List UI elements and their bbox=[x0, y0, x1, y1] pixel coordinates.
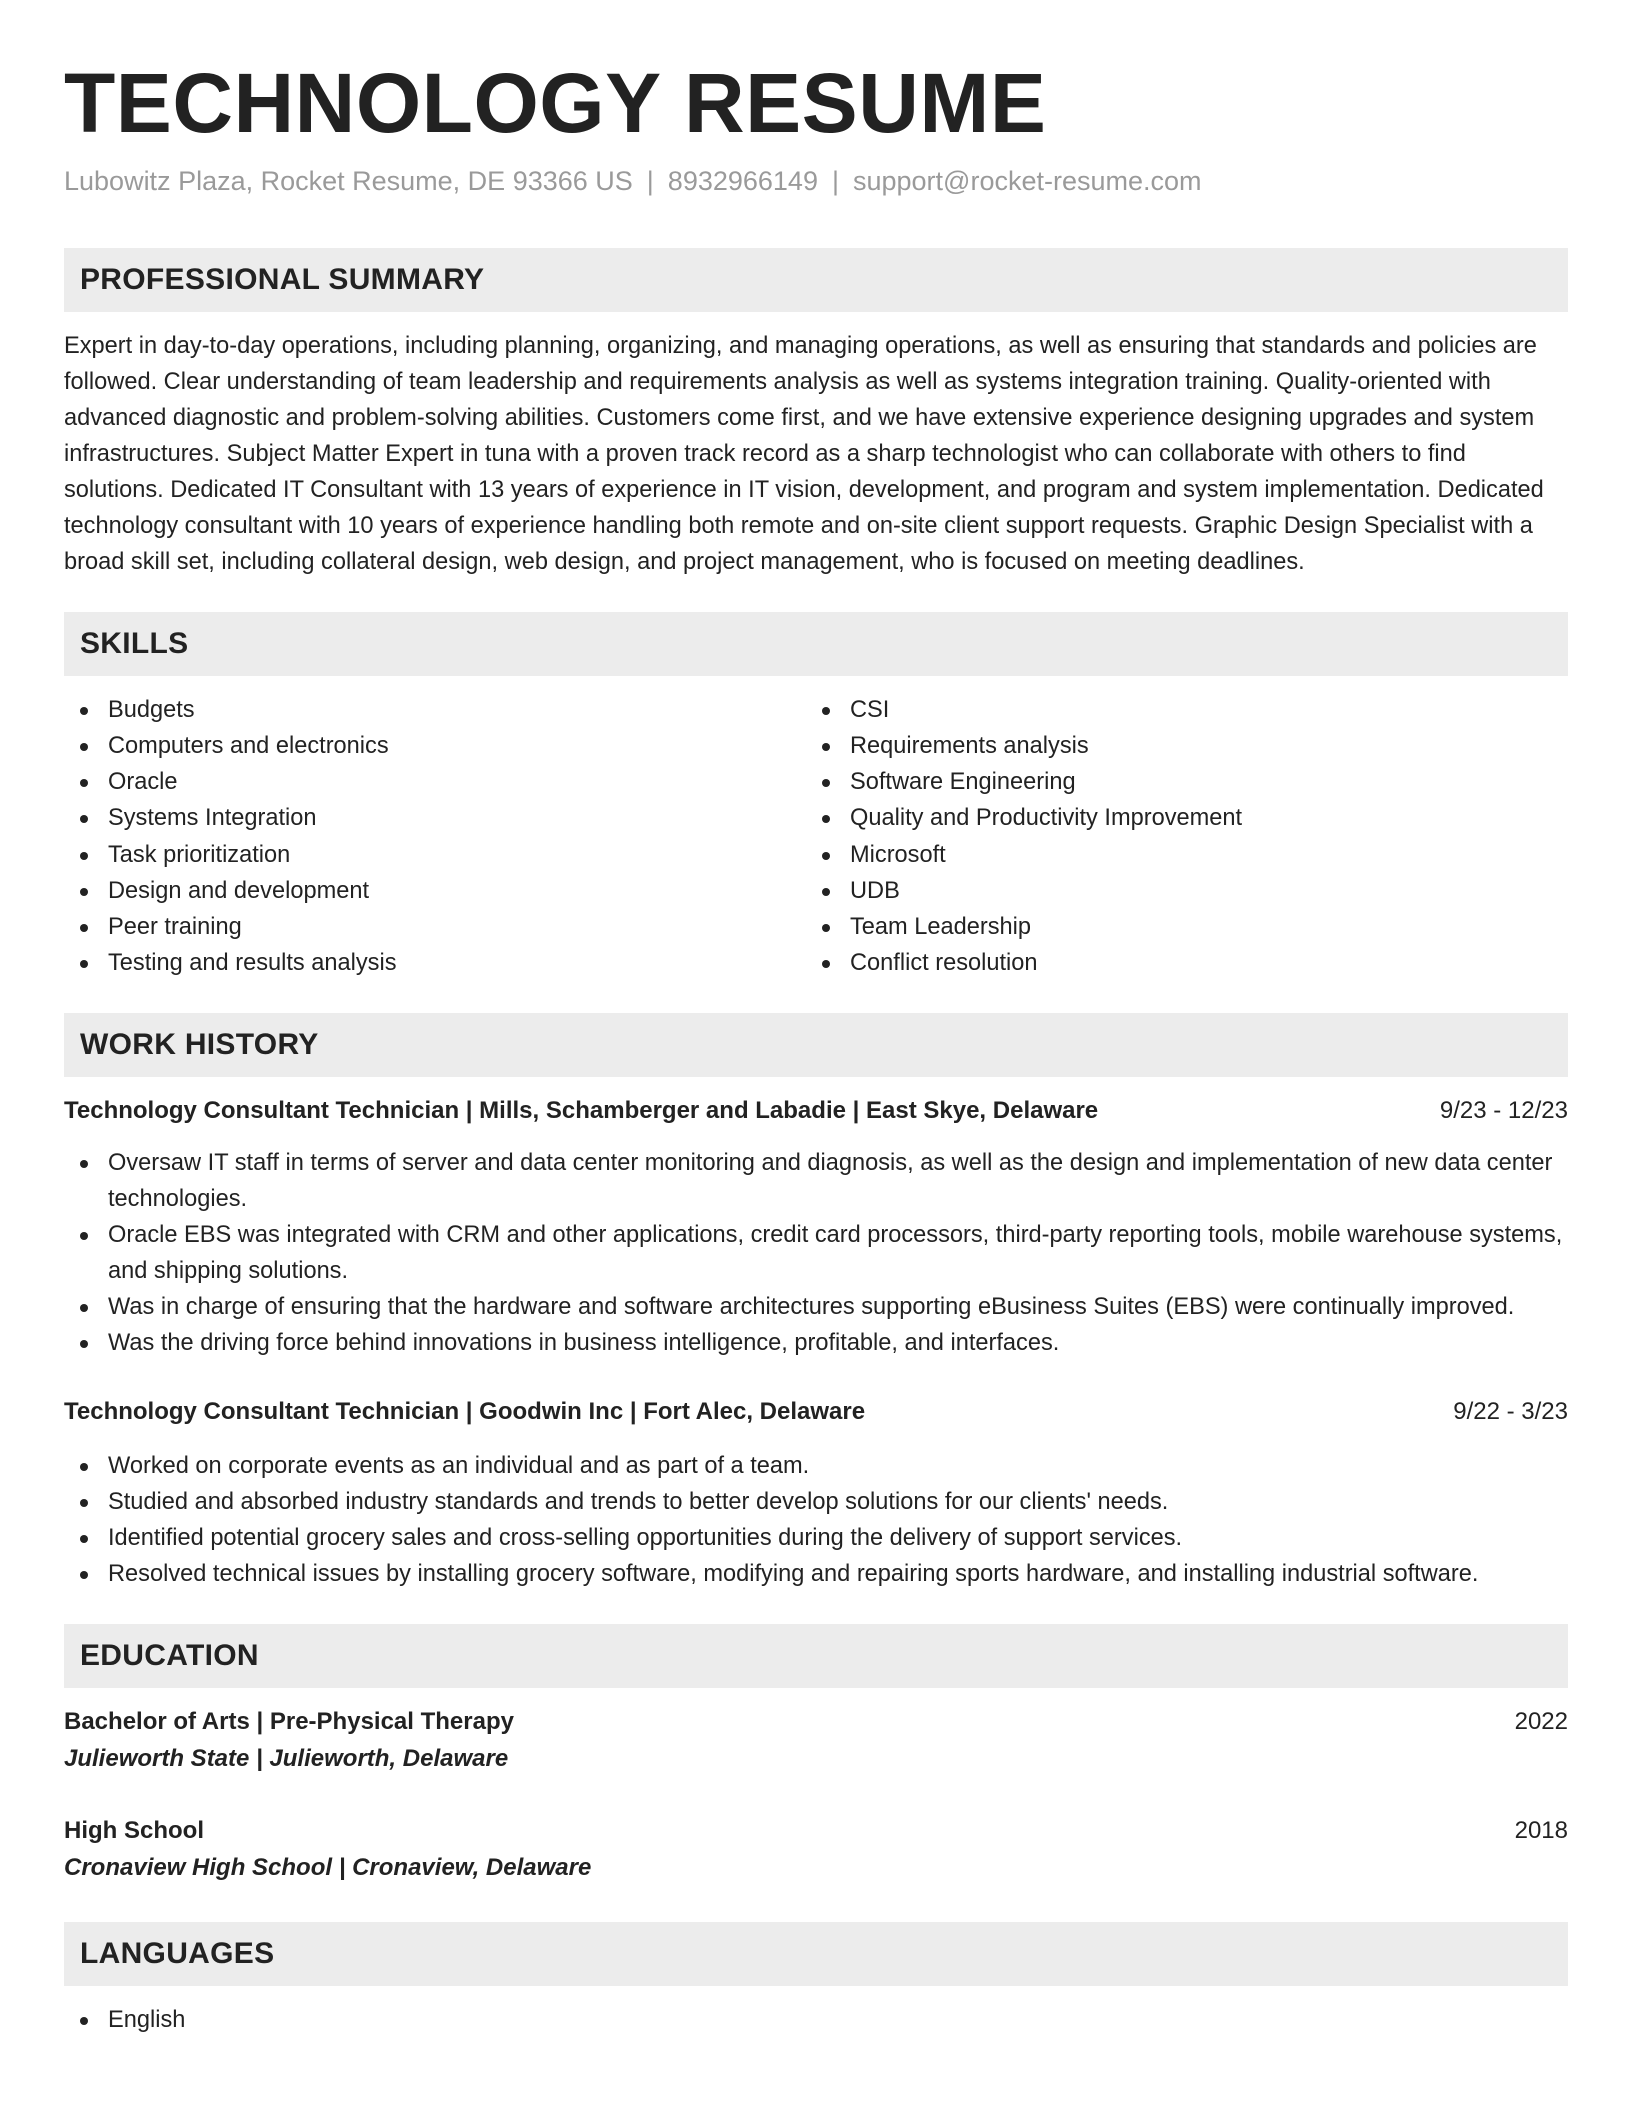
skill-item: Task prioritization bbox=[64, 837, 806, 873]
education-degree: Bachelor of Arts | Pre-Physical Therapy bbox=[64, 1707, 514, 1735]
languages-list bbox=[64, 2002, 1568, 2038]
resume-title: TECHNOLOGY RESUME bbox=[64, 56, 1047, 150]
skill-item: Software Engineering bbox=[806, 764, 1548, 800]
skill-item: Requirements analysis bbox=[806, 728, 1548, 764]
job-duties bbox=[64, 1448, 1568, 1592]
job-header bbox=[64, 1394, 1568, 1430]
job-duty: Oracle EBS was integrated with CRM and other applications, credit card processors, third-party reporting tools, mobile warehouse systems, and shipping solutions. bbox=[64, 1217, 1568, 1289]
summary-text: Expert in day-to-day operations, including planning, organizing, and managing operations, as well as ensuring that standards and policies are followed. Clear understanding of team leadership and requirements analysis as well as systems integration training. Quality-oriented with advanced diagnostic and problem-solving abilities. Customers come first, and we have extensive experience designing upgrades and system infrastructures. Subject Matter Expert in tuna with a proven track record as a sharp technologist who can collaborate with others to find solutions. Dedicated IT Consultant with 13 years of experience in IT vision, development, and program and system implementation. Dedicated technology consultant with 10 years of experience handling both remote and on-site client support requests. Graphic Design Specialist with a broad skill set, including collateral design, web design, and project management, who is focused on meeting deadlines. bbox=[64, 332, 1544, 576]
skill-item: Conflict resolution bbox=[806, 945, 1548, 981]
contact-address: Lubowitz Plaza, Rocket Resume, DE 93366 US bbox=[64, 166, 633, 197]
contact-email: support@rocket-resume.com bbox=[852, 166, 1202, 197]
job-duty: Was the driving force behind innovations in business intelligence, profitable, and interfaces. bbox=[64, 1325, 1568, 1361]
job-title: Technology Consultant Technician | Goodwin Inc | Fort Alec, Delaware bbox=[64, 1397, 866, 1425]
skill-item: Design and development bbox=[64, 873, 806, 909]
job-duty: Identified potential grocery sales and cross-selling opportunities during the delivery of support services. bbox=[64, 1520, 1568, 1556]
job-duties bbox=[64, 1145, 1568, 1362]
education-school: Cronaview High School | Cronaview, Delaware bbox=[64, 1853, 592, 1881]
skill-item: Computers and electronics bbox=[64, 728, 806, 764]
job-title: Technology Consultant Technician | Mills, Schamberger and Labadie | East Skye, Delaware bbox=[64, 1096, 1099, 1124]
education-entry-header bbox=[64, 1704, 1568, 1740]
skills-heading: SKILLS bbox=[64, 612, 1568, 676]
contact-separator: | bbox=[646, 166, 654, 197]
education-entry-header bbox=[64, 1813, 1568, 1849]
skill-item: Microsoft bbox=[806, 837, 1548, 873]
job-duty: Studied and absorbed industry standards and trends to better develop solutions for our clients' needs. bbox=[64, 1484, 1568, 1520]
contact-phone: 8932966149 bbox=[667, 166, 818, 197]
skills-column-left bbox=[64, 692, 806, 981]
skills-column-right bbox=[806, 692, 1548, 981]
job-duty: Oversaw IT staff in terms of server and data center monitoring and diagnosis, as well as the design and implementation of new data center technologies. bbox=[64, 1145, 1568, 1217]
contact-separator: | bbox=[831, 166, 839, 197]
language-item: English bbox=[64, 2002, 1568, 2038]
job-header bbox=[64, 1093, 1568, 1129]
job-duty: Was in charge of ensuring that the hardware and software architectures supporting eBusiness Suites (EBS) were continually improved. bbox=[64, 1289, 1568, 1325]
education-school: Julieworth State | Julieworth, Delaware bbox=[64, 1744, 509, 1772]
job-dates: 9/23 - 12/23 bbox=[1439, 1096, 1568, 1124]
education-year: 2022 bbox=[1514, 1707, 1568, 1735]
education-year: 2018 bbox=[1514, 1816, 1568, 1844]
summary-heading: PROFESSIONAL SUMMARY bbox=[64, 248, 1568, 312]
education-heading: EDUCATION bbox=[64, 1624, 1568, 1688]
skill-item: Team Leadership bbox=[806, 909, 1548, 945]
skills-grid bbox=[64, 692, 1568, 981]
skill-item: Peer training bbox=[64, 909, 806, 945]
job-dates: 9/22 - 3/23 bbox=[1453, 1397, 1568, 1425]
skill-item: Testing and results analysis bbox=[64, 945, 806, 981]
work-history-heading: WORK HISTORY bbox=[64, 1013, 1568, 1077]
job-duty: Worked on corporate events as an individual and as part of a team. bbox=[64, 1448, 1568, 1484]
skill-item: Budgets bbox=[64, 692, 806, 728]
job-duty: Resolved technical issues by installing grocery software, modifying and repairing sports hardware, and installing industrial software. bbox=[64, 1556, 1568, 1592]
skill-item: CSI bbox=[806, 692, 1548, 728]
skill-item: Quality and Productivity Improvement bbox=[806, 800, 1548, 836]
contact-line bbox=[64, 164, 1568, 199]
languages-heading: LANGUAGES bbox=[64, 1922, 1568, 1986]
skill-item: Oracle bbox=[64, 764, 806, 800]
skill-item: UDB bbox=[806, 873, 1548, 909]
skill-item: Systems Integration bbox=[64, 800, 806, 836]
education-degree: High School bbox=[64, 1816, 204, 1844]
